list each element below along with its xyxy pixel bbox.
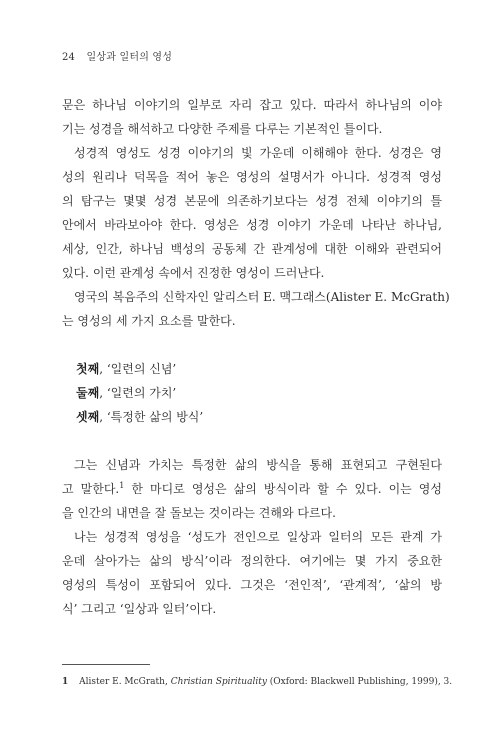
text-line: 있다. 이런 관계성 속에서 진정한 영성이 드러난다. (62, 266, 325, 280)
text-line: 문은 하나님 이야기의 일부로 자리 잡고 있다. 따라서 하나님의 이야 (62, 98, 442, 112)
footnote-ref: 1 (119, 481, 125, 490)
list-item-text: , ‘일련의 신념’ (99, 362, 177, 376)
text-line: 의 탐구는 몇몇 성경 본문에 의존하기보다는 성경 전체 이야기의 틀 (62, 194, 442, 208)
page-number: 24 (62, 52, 76, 63)
text-line (62, 477, 442, 501)
footnote-publication: (Oxford: Blackwell Publishing, 1999), 3. (269, 677, 453, 687)
elements-list (62, 357, 442, 429)
text-line: 영국의 복음주의 신학자인 알리스터 E. 맥그래스(Alister E. McGrath) (74, 290, 450, 304)
list-item-text: , ‘일련의 가치’ (99, 386, 177, 400)
list-item (62, 357, 442, 381)
list-item (62, 381, 442, 405)
paragraph (62, 525, 442, 621)
paragraph (62, 285, 450, 333)
text-line: 세상, 인간, 하나님 백성의 공동체 간 관계성에 대한 이해와 관련되어 (62, 242, 442, 256)
text-line: 영성의 특성이 포함되어 있다. 그것은 ‘전인적’, ‘관계적’, ‘삶의 방 (62, 578, 442, 592)
text-line: 을 인간의 내면을 잘 돌보는 것이라는 견해와 다르다. (62, 506, 336, 520)
text-segment: 고 말한다. (62, 482, 120, 496)
text-line: 기는 성경을 해석하고 다양한 주제를 다루는 기본적인 틀이다. (62, 122, 383, 136)
list-item-text: , ‘특정한 삶의 방식’ (99, 410, 204, 424)
running-title: 일상과 일터의 영성 (86, 52, 173, 63)
footnote (62, 677, 452, 687)
paragraph (62, 141, 442, 285)
list-item-label: 둘째 (76, 386, 100, 400)
text-line: 안에서 바라보아야 한다. 영성은 성경 이야기 가운데 나타난 하나님, (62, 218, 442, 232)
text-line: 성의 원리나 덕목을 적어 놓은 영성의 설명서가 아니다. 성경적 영성 (62, 170, 442, 184)
footnote-author: Alister E. McGrath, (79, 677, 168, 687)
list-item-label: 셋째 (76, 410, 100, 424)
paragraph (62, 93, 442, 141)
text-line: 나는 성경적 영성을 ‘성도가 전인으로 일상과 일터의 모든 관계 가 (74, 530, 442, 544)
footnote-number: 1 (62, 677, 69, 687)
text-line: 그는 신념과 가치는 특정한 삶의 방식을 통해 표현되고 구현된다 (74, 458, 442, 472)
body-text (62, 93, 450, 621)
footnote-book-title: Christian Spirituality (170, 677, 267, 687)
text-line: 식’ 그리고 ‘일상과 일터’이다. (62, 602, 217, 616)
running-header (62, 48, 172, 63)
list-item-label: 첫째 (76, 362, 100, 376)
text-line: 성경적 영성도 성경 이야기의 빛 가운데 이해해야 한다. 성경은 영 (74, 146, 442, 160)
text-line: 운데 살아가는 삶의 방식’이라 정의한다. 여기에는 몇 가지 중요한 (62, 554, 442, 568)
text-segment: 한 마디로 영성은 삶의 방식이라 할 수 있다. 이는 영성 (124, 482, 442, 496)
text-line: 는 영성의 세 가지 요소를 말한다. (62, 314, 236, 328)
list-item (62, 405, 442, 429)
footnote-divider (62, 664, 150, 665)
paragraph (62, 453, 442, 525)
